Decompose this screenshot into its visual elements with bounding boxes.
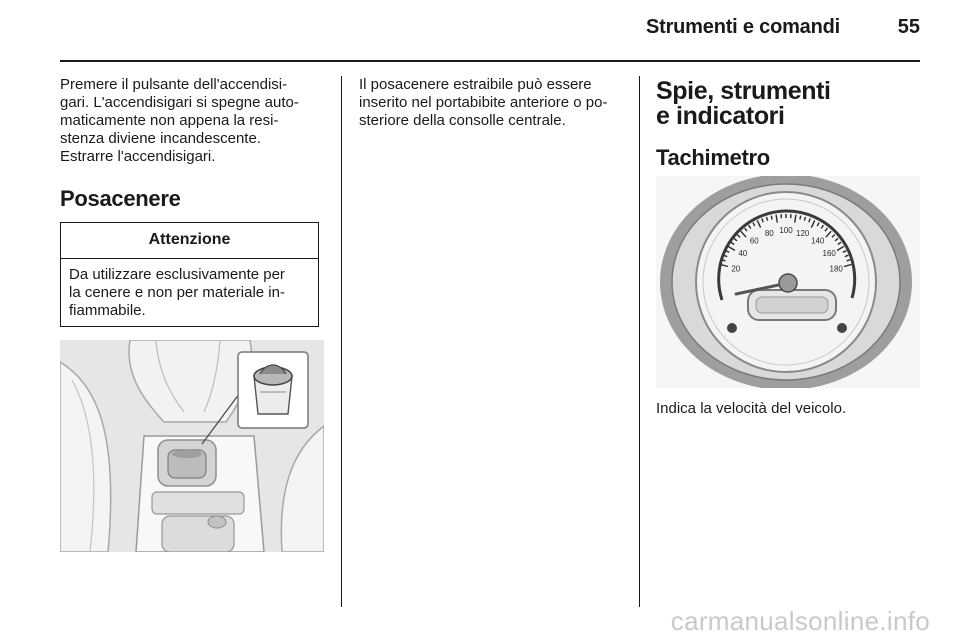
warning-text: Da utilizzare esclusivamente per la cenere e non per materiale in- fiammabile. — [69, 266, 285, 319]
header-rule — [60, 60, 920, 62]
watermark: carmanualsonline.info — [670, 606, 930, 636]
subheading-speedometer: Tachimetro — [656, 145, 770, 170]
speedometer-label: 180 — [829, 264, 843, 274]
ashtray-description: Il posacenere estraibile può essere inserito nel portabibite anteriore o po- steriore della consolle centrale. — [359, 76, 608, 129]
section-heading-indicators: Spie, strumenti e indicatori — [656, 77, 831, 130]
warning-box — [60, 222, 319, 327]
speedometer-label: 20 — [731, 264, 741, 274]
speedometer-label: 120 — [796, 228, 810, 238]
page-header-title: Strumenti e comandi — [645, 16, 840, 38]
speedometer-label: 80 — [764, 228, 774, 238]
warning-title: Attenzione — [61, 223, 318, 259]
page-number: 55 — [897, 16, 920, 38]
speedometer-caption: Indica la velocità del veicolo. — [656, 400, 847, 417]
speedometer-label: 100 — [779, 226, 793, 235]
section-heading-ashtray: Posacenere — [60, 186, 181, 211]
speedometer-illustration — [656, 176, 920, 388]
speedometer-label: 40 — [738, 249, 748, 259]
speedometer-tick — [800, 216, 801, 220]
ashtray-illustration — [60, 340, 324, 552]
column-divider-right — [639, 76, 640, 607]
speedometer-label: 60 — [749, 236, 759, 246]
column-divider-left — [341, 76, 342, 607]
speedometer-tick — [771, 216, 772, 220]
speedometer-label: 140 — [811, 236, 825, 246]
speedometer-label: 160 — [822, 249, 836, 259]
lighter-instructions: Premere il pulsante dell'accendisi- gari. L'accendisigari si spegne auto- maticamente non appena la resi- stenza diviene incandescente. Estrarre l'accendisigari. — [60, 76, 299, 165]
